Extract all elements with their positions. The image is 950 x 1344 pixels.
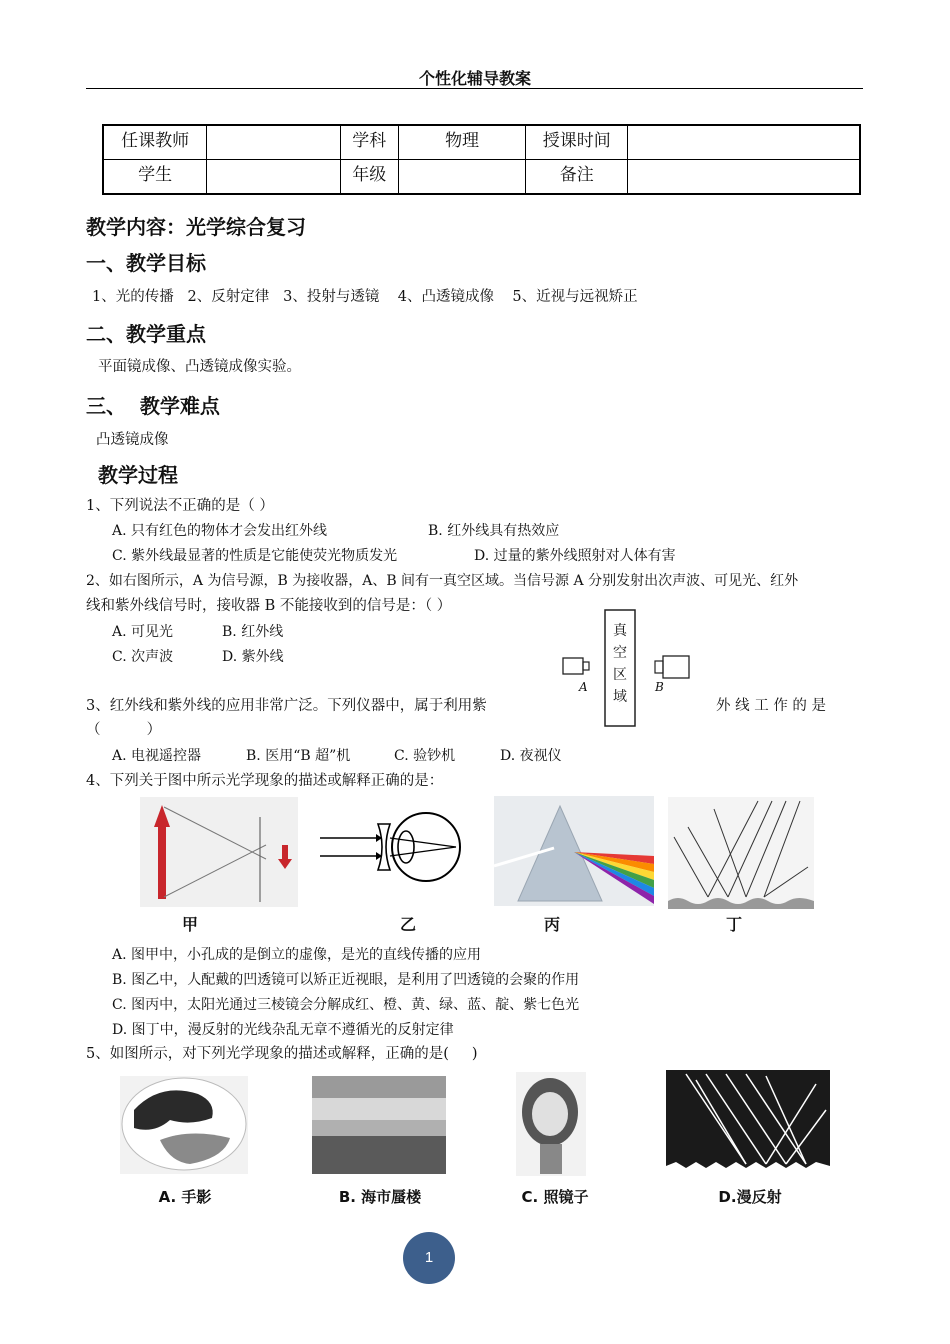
section1-heading: 一、教学目标 bbox=[86, 251, 206, 275]
q3-option-a: A. 电视遥控器 bbox=[112, 748, 202, 764]
q2-stem-line1: 2、如右图所示，A 为信号源，B 为接收器，A、B 间有一真空区域。当信号源 A 分别发射出次声波、可见光、红外 bbox=[86, 573, 799, 589]
note-value bbox=[628, 160, 860, 195]
teacher-label: 任课教师 bbox=[103, 125, 207, 160]
q5-figure-diffuse bbox=[666, 1070, 830, 1176]
section2-heading: 二、教学重点 bbox=[86, 322, 206, 346]
q2-figure-label-a: A bbox=[579, 680, 588, 694]
eye-figure-svg bbox=[316, 800, 476, 900]
teacher-value bbox=[207, 125, 341, 160]
section3-body: 凸透镜成像 bbox=[96, 432, 169, 448]
q2-option-d: D. 紫外线 bbox=[222, 649, 284, 665]
q5-diffuse-svg bbox=[666, 1070, 830, 1176]
q5-fig-label-c: C. 照镜子 bbox=[521, 1188, 589, 1206]
q4-fig-label-yi: 乙 bbox=[399, 915, 416, 934]
content-title: 教学内容：光学综合复习 bbox=[86, 215, 306, 239]
note-label: 备注 bbox=[526, 160, 628, 195]
mirror-svg bbox=[516, 1072, 586, 1176]
student-label: 学生 bbox=[103, 160, 207, 195]
q5-stem: 5、如图所示，对下列光学现象的描述或解释，正确的是( ) bbox=[86, 1046, 478, 1062]
q3-option-d: D. 夜视仪 bbox=[500, 748, 562, 764]
q2-option-c: C. 次声波 bbox=[112, 649, 174, 665]
q4-stem: 4、下列关于图中所示光学现象的描述或解释正确的是： bbox=[86, 773, 444, 789]
prism-figure-svg bbox=[494, 796, 654, 906]
q1-option-b: B. 红外线具有热效应 bbox=[428, 523, 560, 539]
q5-figure-hand-shadow bbox=[120, 1076, 248, 1174]
header-rule bbox=[86, 88, 863, 89]
q5-fig-label-b: B. 海市蜃楼 bbox=[338, 1188, 422, 1206]
q4-figure-jia bbox=[140, 797, 298, 907]
time-value bbox=[628, 125, 860, 160]
diffuse-reflection-svg bbox=[668, 797, 814, 909]
q4-option-c: C. 图丙中，太阳光通过三棱镜会分解成红、橙、黄、绿、蓝、靛、紫七色光 bbox=[112, 997, 580, 1013]
section3-heading: 三、 教学难点 bbox=[86, 394, 220, 418]
subject-value: 物理 bbox=[398, 125, 526, 160]
q2-figure-vacuum-label: 真空区域 bbox=[613, 623, 627, 705]
q5-figure-mirror bbox=[516, 1072, 586, 1176]
q1-option-d: D. 过量的紫外线照射对人体有害 bbox=[474, 548, 676, 564]
section1-body: 1、光的传播 2、反射定律 3、投射与透镜 4、凸透镜成像 5、近视与远视矫正 bbox=[92, 289, 638, 305]
page-number-badge: 1 bbox=[403, 1232, 455, 1284]
q4-fig-label-jia: 甲 bbox=[181, 915, 198, 934]
q3-stem-line2: （ ） bbox=[86, 722, 162, 738]
q4-fig-label-ding: 丁 bbox=[725, 915, 742, 934]
q1-option-c: C. 紫外线最显著的性质是它能使荧光物质发光 bbox=[112, 548, 398, 564]
q5-fig-label-d: D.漫反射 bbox=[718, 1188, 782, 1206]
q4-option-a: A. 图甲中，小孔成的是倒立的虚像，是光的直线传播的应用 bbox=[112, 947, 482, 963]
q4-figure-yi bbox=[316, 800, 476, 900]
page-header-title: 个性化辅导教案 bbox=[418, 69, 531, 88]
lesson-info-table bbox=[102, 124, 861, 195]
grade-value bbox=[398, 160, 526, 195]
q4-option-b: B. 图乙中，人配戴的凹透镜可以矫正近视眼，是利用了凹透镜的会聚的作用 bbox=[112, 972, 580, 988]
q2-figure-label-b: B bbox=[655, 680, 664, 694]
q4-fig-label-bing: 丙 bbox=[543, 915, 560, 934]
q3-option-c: C. 验钞机 bbox=[394, 748, 456, 764]
q1-stem: 1、下列说法不正确的是（ ） bbox=[86, 498, 274, 514]
q2-stem-line2: 线和紫外线信号时，接收器 B 不能接收到的信号是：（ ） bbox=[86, 598, 452, 614]
q4-figure-ding bbox=[668, 797, 814, 909]
q5-figure-mirage bbox=[312, 1076, 446, 1174]
section2-body: 平面镜成像、凸透镜成像实验。 bbox=[98, 359, 301, 375]
mirage-svg bbox=[312, 1076, 446, 1174]
time-label: 授课时间 bbox=[526, 125, 628, 160]
q5-fig-label-a: A. 手影 bbox=[158, 1188, 212, 1206]
q1-option-a: A. 只有红色的物体才会发出红外线 bbox=[112, 523, 328, 539]
q2-vacuum-figure bbox=[553, 604, 699, 734]
q3-option-b: B. 医用“B 超”机 bbox=[246, 748, 351, 764]
student-value bbox=[207, 160, 341, 195]
q3-stem-left: 3、红外线和紫外线的应用非常广泛。下列仪器中，属于利用紫 bbox=[86, 698, 487, 714]
pinhole-figure-svg bbox=[140, 797, 298, 907]
subject-label: 学科 bbox=[340, 125, 398, 160]
grade-label: 年级 bbox=[340, 160, 398, 195]
q2-option-a: A. 可见光 bbox=[112, 624, 174, 640]
process-heading: 教学过程 bbox=[98, 463, 178, 487]
q2-option-b: B. 红外线 bbox=[222, 624, 284, 640]
q4-option-d: D. 图丁中，漫反射的光线杂乱无章不遵循光的反射定律 bbox=[112, 1022, 454, 1038]
hand-shadow-svg bbox=[120, 1076, 248, 1174]
q3-stem-right: 外 线 工 作 的 是 bbox=[716, 698, 827, 714]
q4-figure-bing bbox=[494, 796, 654, 906]
